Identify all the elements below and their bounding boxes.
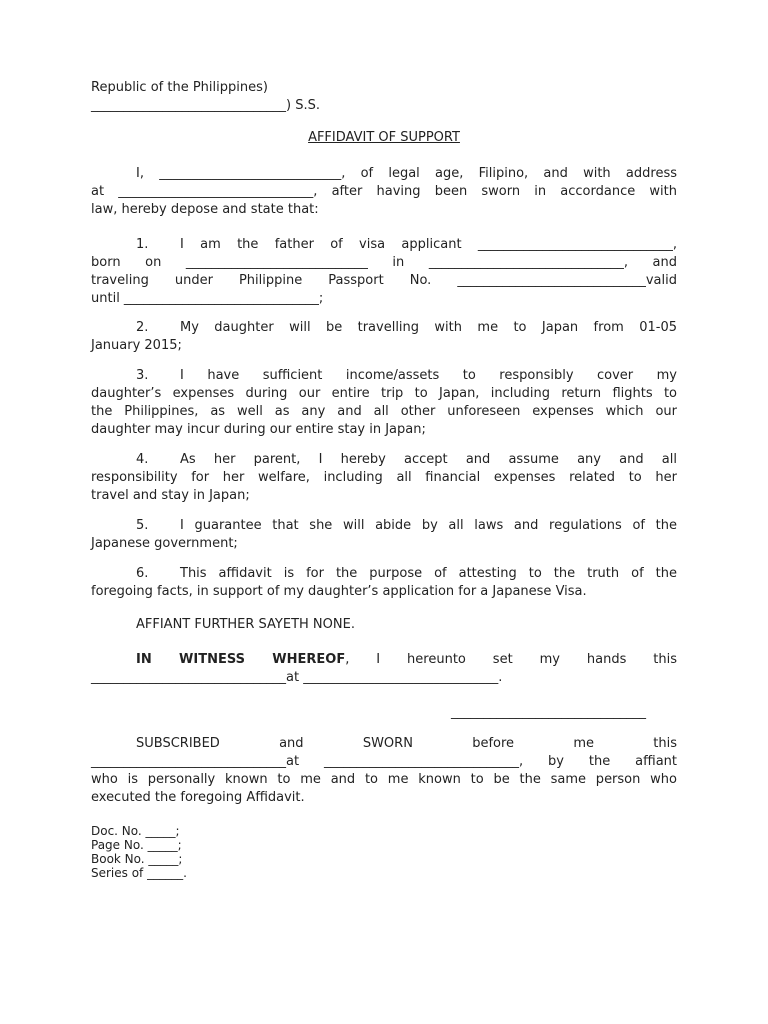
witness-text: , I hereunto set my hands this [345,652,678,667]
witness-line-1 [91,651,677,669]
jurat-line-1 [91,735,677,753]
statement-2-line-1 [91,319,677,337]
statement-number: 5. [136,518,149,533]
statement-number: 1. [136,237,149,252]
jurat-line-3: who is personally known to me and to me known to be the same person who [91,772,677,787]
statement-5 [91,517,677,553]
statement-1-line-4: until ______________________________; [91,291,324,306]
statement-number: 2. [136,320,149,335]
closing-statement [91,616,677,634]
statement-4-text-1: As her parent, I hereby accept and assume any and all [180,452,677,467]
statement-2-line-2: January 2015; [91,338,182,353]
statement-6-text-1: This affidavit is for the purpose of attesting to the truth of the [180,566,677,581]
statement-3-line-2: daughter’s expenses during our entire trip to Japan, including return flights to [91,386,677,401]
intro-text-1: I, ____________________________, of legal age, Filipino, and with address [136,166,677,181]
statement-1-line-1 [91,236,677,254]
statement-6-line-1 [91,565,677,583]
statement-3-line-3: the Philippines, as well as any and all other unforeseen expenses which our [91,404,677,419]
statement-1-line-2: born on ____________________________ in ______________________________, and [91,255,677,270]
statement-5-text-1: I guarantee that she will abide by all laws and regulations of the [180,518,677,533]
jurat-line-2: ______________________________at ______________________________, by the affiant [91,754,677,769]
statement-3 [91,367,677,439]
venue-line-republic: Republic of the Philippines) [91,80,268,95]
statement-1-line-3: traveling under Philippine Passport No. _____________________________valid [91,273,677,288]
jurat-paragraph [91,735,677,807]
statement-5-line-2: Japanese government; [91,536,238,551]
witness-heading: IN WITNESS WHEREOF [136,652,346,667]
statement-number: 6. [136,566,149,581]
statement-4 [91,451,677,505]
doc-number: Doc. No. _____; [91,824,180,838]
notarial-register [91,824,187,880]
intro-line-1 [91,165,677,183]
closing-text: AFFIANT FURTHER SAYETH NONE. [136,617,355,632]
statement-3-line-4: daughter may incur during our entire stay in Japan; [91,422,426,437]
statement-2-text-1: My daughter will be travelling with me to Japan from 01-05 [180,320,677,335]
venue-line-ss: ______________________________) S.S. [91,98,320,113]
statement-3-text-1: I have sufficient income/assets to responsibly cover my [180,368,677,383]
series-year: Series of ______. [91,866,187,880]
statement-2 [91,319,677,355]
intro-paragraph [91,165,677,219]
affiant-signature-line: ______________________________ [451,705,646,720]
venue-header [91,79,677,115]
statement-4-line-1 [91,451,677,469]
document-title-wrap [0,129,768,147]
intro-line-2: at ______________________________, after having been sworn in accordance with [91,184,677,199]
statement-6-line-2: foregoing facts, in support of my daughter’s application for a Japanese Visa. [91,584,587,599]
statement-1-text-1: I am the father of visa applicant ______________________________, [180,237,677,252]
statement-4-line-3: travel and stay in Japan; [91,488,250,503]
witness-line-2: ______________________________at ______________________________. [91,670,503,685]
statement-5-line-1 [91,517,677,535]
book-number: Book No. _____; [91,852,183,866]
intro-line-3: law, hereby depose and state that: [91,202,319,217]
statement-1 [91,236,677,308]
page-number: Page No. _____; [91,838,182,852]
statement-4-line-2: responsibility for her welfare, including all financial expenses related to her [91,470,677,485]
statement-number: 3. [136,368,149,383]
statement-number: 4. [136,452,149,467]
witness-paragraph [91,651,677,687]
document-title: AFFIDAVIT OF SUPPORT [308,130,460,145]
statement-3-line-1 [91,367,677,385]
statement-6 [91,565,677,601]
jurat-text-1: SUBSCRIBED and SWORN before me this [136,736,677,751]
jurat-line-4: executed the foregoing Affidavit. [91,790,305,805]
